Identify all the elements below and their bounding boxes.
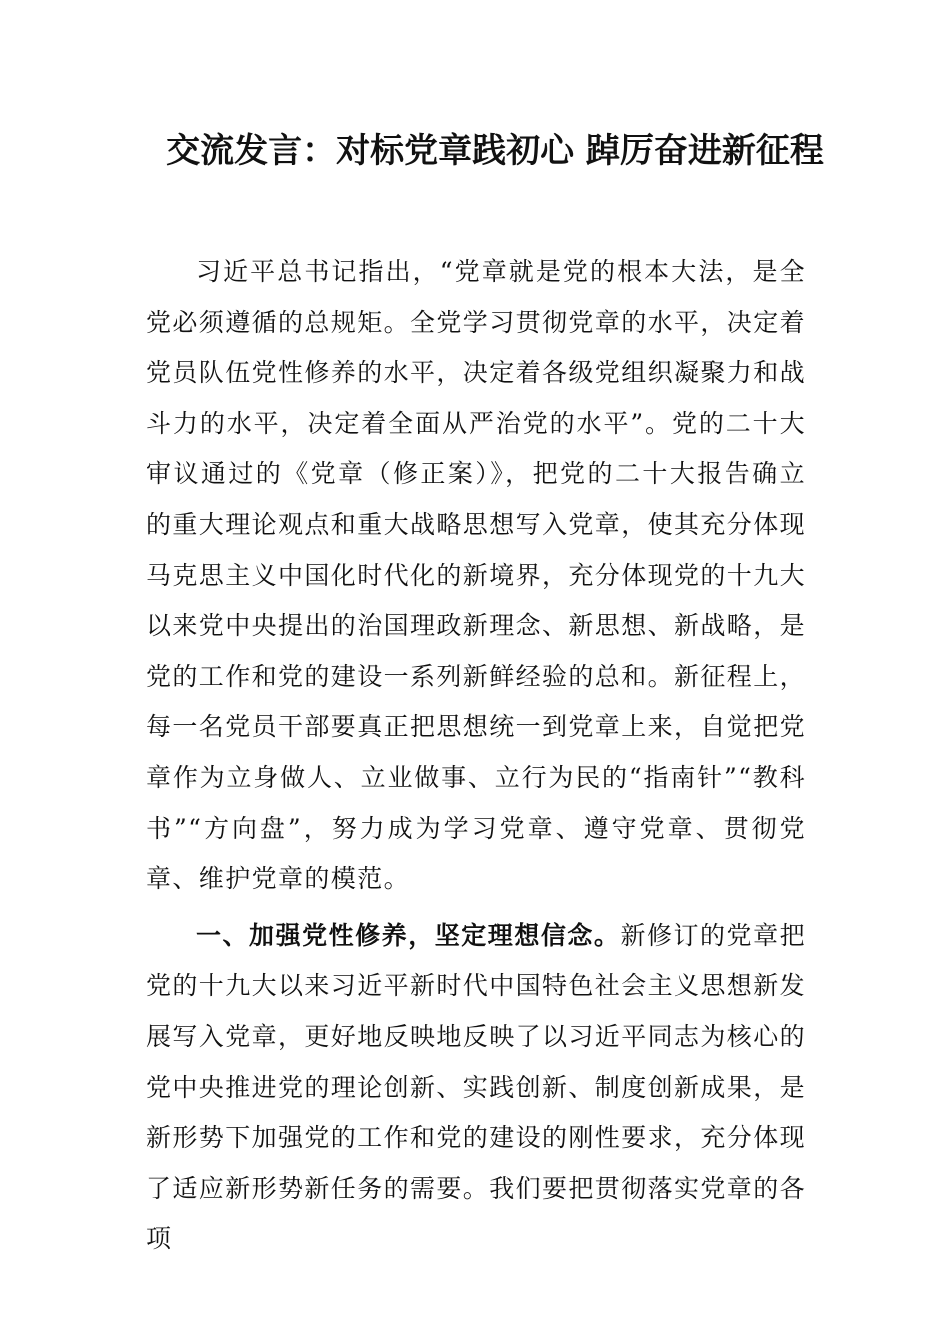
section-one-text: 新修订的党章把党的十九大以来习近平新时代中国特色社会主义思想新发展写入党章，更好地反映地反映了以习近平同志为核心的党中央推进党的理论创新、实践创新、制度创新成果，是新形势下加强党的工作和党的建设的刚性要求，充分体现了适应新形势新任务的需要。我们要把贯彻落实党章的各项 [146, 920, 807, 1254]
section-one-paragraph [146, 911, 806, 1265]
intro-paragraph-text: 习近平总书记指出，“党章就是党的根本大法，是全党必须遵循的总规矩。全党学习贯彻党章的水平，决定着党员队伍党性修养的水平，决定着各级党组织凝聚力和战斗力的水平，决定着全面从严治党的水平”。党的二十大审议通过的《党章（修正案）》，把党的二十大报告确立的重大理论观点和重大战略思想写入党章，使其充分体现马克思主义中国化时代化的新境界，充分体现党的十九大以来党中央提出的治国理政新理念、新思想、新战略，是党的工作和党的建设一系列新鲜经验的总和。新征程上，每一名党员干部要真正把思想统一到党章上来，自觉把党章作为立身做人、立业做事、立行为民的“指南针”“教科书”“方向盘”，努力成为学习党章、遵守党章、贯彻党章、维护党章的模范。 [146, 257, 807, 894]
section-one-heading: 一、加强党性修养，坚定理想信念。 [196, 920, 621, 950]
document-body [146, 247, 806, 1265]
intro-paragraph [146, 247, 806, 905]
document-title: 交流发言：对标党章践初心 踔厉奋进新征程 [166, 131, 824, 171]
